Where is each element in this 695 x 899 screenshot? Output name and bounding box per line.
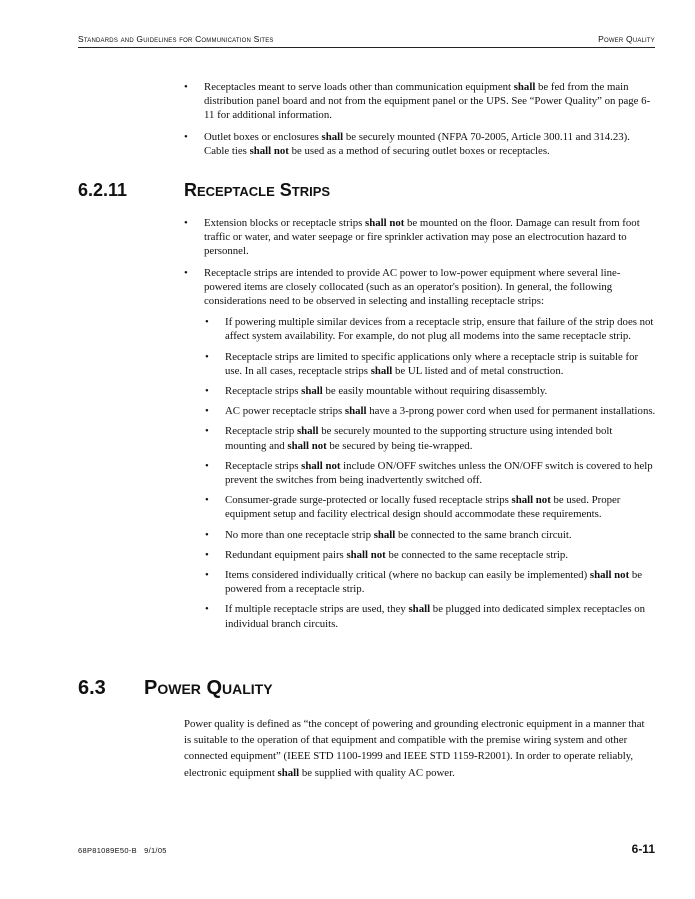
list-item: • AC power receptacle strips shall have a 3-prong power cord when used for permanent installations. xyxy=(225,404,656,418)
intro-bullet-list xyxy=(204,80,656,165)
document-id xyxy=(78,846,167,855)
receptacle-strip-considerations xyxy=(225,315,656,631)
page-footer xyxy=(78,842,655,856)
emphasis-term: shall not xyxy=(301,459,341,472)
section-title: Power Quality xyxy=(144,677,273,699)
emphasis-term: shall not xyxy=(589,569,630,582)
doc-number: 68P81089E50-B xyxy=(78,846,137,855)
section-number: 6.2.11 xyxy=(78,180,128,200)
emphasis-term: shall xyxy=(277,766,300,779)
list-item: • Outlet boxes or enclosures shall be securely mounted (NFPA 70-2005, Article 300.11 and 314.23). Cable ties shall not be used as a method of securing outlet boxes or receptacles. xyxy=(204,130,656,158)
list-item-text: Receptacle strips are intended to provide AC power to low-power equipment where several line-powered items are closely collocated (such as an operator's position). In general, the following considerations need to be observed in selecting and installing receptacle strips: xyxy=(204,266,621,308)
list-item: • Consumer-grade surge-protected or locally fused receptacle strips shall not be used. Proper equipment setup and facility electrical design should accommodate these requirements. xyxy=(225,493,656,521)
section-title: Receptacle Strips xyxy=(184,180,331,200)
emphasis-term: shall xyxy=(373,528,396,541)
emphasis-term: shall xyxy=(370,364,393,377)
power-quality-paragraph: Power quality is defined as “the concept of powering and grounding electronic equipment in a manner that is suitable to the operation of that equipment and compatible with the premise wiring system and other connected equipment” (IEEE STD 1100-1999 and IEEE STD 1159-R2001). In order to operate reliably, electronic equipment shall be supplied with quality AC power. xyxy=(184,718,645,779)
emphasis-term: shall not xyxy=(346,548,386,561)
emphasis-term: shall xyxy=(301,385,323,398)
emphasis-term: shall xyxy=(513,81,536,93)
header-rule xyxy=(78,47,655,48)
section-number: 6.3 xyxy=(78,677,106,699)
list-item: • Redundant equipment pairs shall not be connected to the same receptacle strip. xyxy=(225,548,656,562)
emphasis-term: shall not xyxy=(287,439,327,452)
list-item: • If multiple receptacle strips are used, they shall be plugged into dedicated simplex receptacles on individual branch circuits. xyxy=(225,602,656,630)
list-item: • Receptacle strips shall be easily mountable without requiring disassembly. xyxy=(225,384,656,398)
list-item: • Extension blocks or receptacle strips shall not be mounted on the floor. Damage can result from foot traffic or water, and water seepage or fire sprinkler activation may pose an electrocution hazard to personnel. xyxy=(204,216,656,259)
list-item: • If powering multiple similar devices from a receptacle strip, ensure that failure of the strip does not affect system availability. For example, do not plug all modems into the same receptacle strip. xyxy=(225,315,656,343)
emphasis-term: shall not xyxy=(511,494,551,507)
emphasis-term: shall xyxy=(344,405,367,418)
emphasis-term: shall xyxy=(321,130,344,143)
emphasis-term: shall xyxy=(296,425,319,438)
list-item: • Receptacle strips are limited to specific applications only where a receptacle strip is suitable for use. In all cases, receptacle strips shall be UL listed and of metal construction. xyxy=(225,350,656,378)
list-item: • No more than one receptacle strip shall be connected to the same branch circuit. xyxy=(225,528,656,542)
list-item: • Items considered individually critical (where no backup can easily be implemented) shall not be powered from a receptacle strip. xyxy=(225,568,656,596)
list-item: • Receptacle strip shall be securely mounted to the supporting structure using intended bolt mounting and shall not be secured by being tie-wrapped. xyxy=(225,424,656,452)
doc-date: 9/1/05 xyxy=(144,846,167,855)
emphasis-term: shall xyxy=(408,603,431,616)
list-item: • Receptacles meant to serve loads other than communication equipment shall be fed from the main distribution panel board and not from the equipment panel or the UPS. See “Power Quality” on page 6-11 for additional information. xyxy=(204,80,656,123)
header-section: Power Quality xyxy=(598,34,655,44)
running-header xyxy=(78,34,655,44)
header-title: Standards and Guidelines for Communication Sites xyxy=(78,34,274,44)
emphasis-term: shall not xyxy=(249,144,289,157)
emphasis-term: shall not xyxy=(365,217,405,229)
list-item: • Receptacle strips shall not include ON/OFF switches unless the ON/OFF switch is covered to help prevent the switches from being inadvertently switched off. xyxy=(225,459,656,487)
receptacle-strips-bullet-list xyxy=(204,216,656,638)
page-number: 6-11 xyxy=(631,842,655,856)
list-item xyxy=(204,266,656,631)
